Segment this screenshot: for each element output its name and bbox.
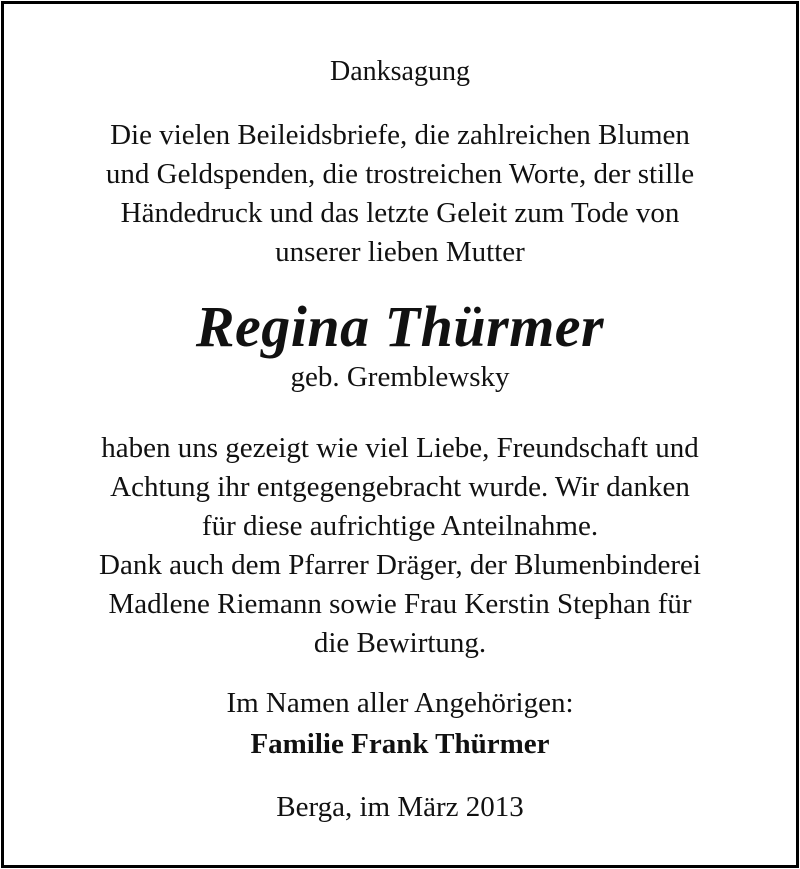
gratitude-line: für diese aufrichtige Anteilnahme.: [201, 510, 599, 542]
gratitude-line: Madlene Riemann sowie Frau Kerstin Stephan für: [108, 588, 692, 620]
place-date: Berga, im März 2013: [276, 791, 524, 823]
gratitude-line: Dank auch dem Pfarrer Dräger, der Blumenbinderei: [99, 549, 701, 581]
thanks-line: Händedruck und das letzte Geleit zum Tode von: [120, 197, 680, 229]
gratitude-line: haben uns gezeigt wie viel Liebe, Freundschaft und: [101, 432, 699, 464]
signoff-text: Im Namen aller Angehörigen:: [226, 687, 574, 719]
thanks-paragraph: [4, 116, 796, 272]
notice-heading: Danksagung: [330, 56, 470, 87]
family-signature: Familie Frank Thürmer: [250, 728, 550, 760]
deceased-name: Regina Thürmer: [195, 294, 605, 359]
thanks-line: und Geldspenden, die trostreichen Worte, der stille: [105, 158, 695, 190]
thanks-line: Die vielen Beileidsbriefe, die zahlreichen Blumen: [110, 119, 690, 151]
gratitude-line: die Bewirtung.: [313, 627, 487, 659]
obituary-notice-frame: [1, 1, 799, 868]
thanks-line: unserer lieben Mutter: [275, 236, 525, 268]
gratitude-line: Achtung ihr entgegengebracht wurde. Wir danken: [110, 471, 690, 503]
maiden-name: geb. Gremblewsky: [290, 361, 510, 393]
gratitude-paragraph: [4, 429, 796, 663]
